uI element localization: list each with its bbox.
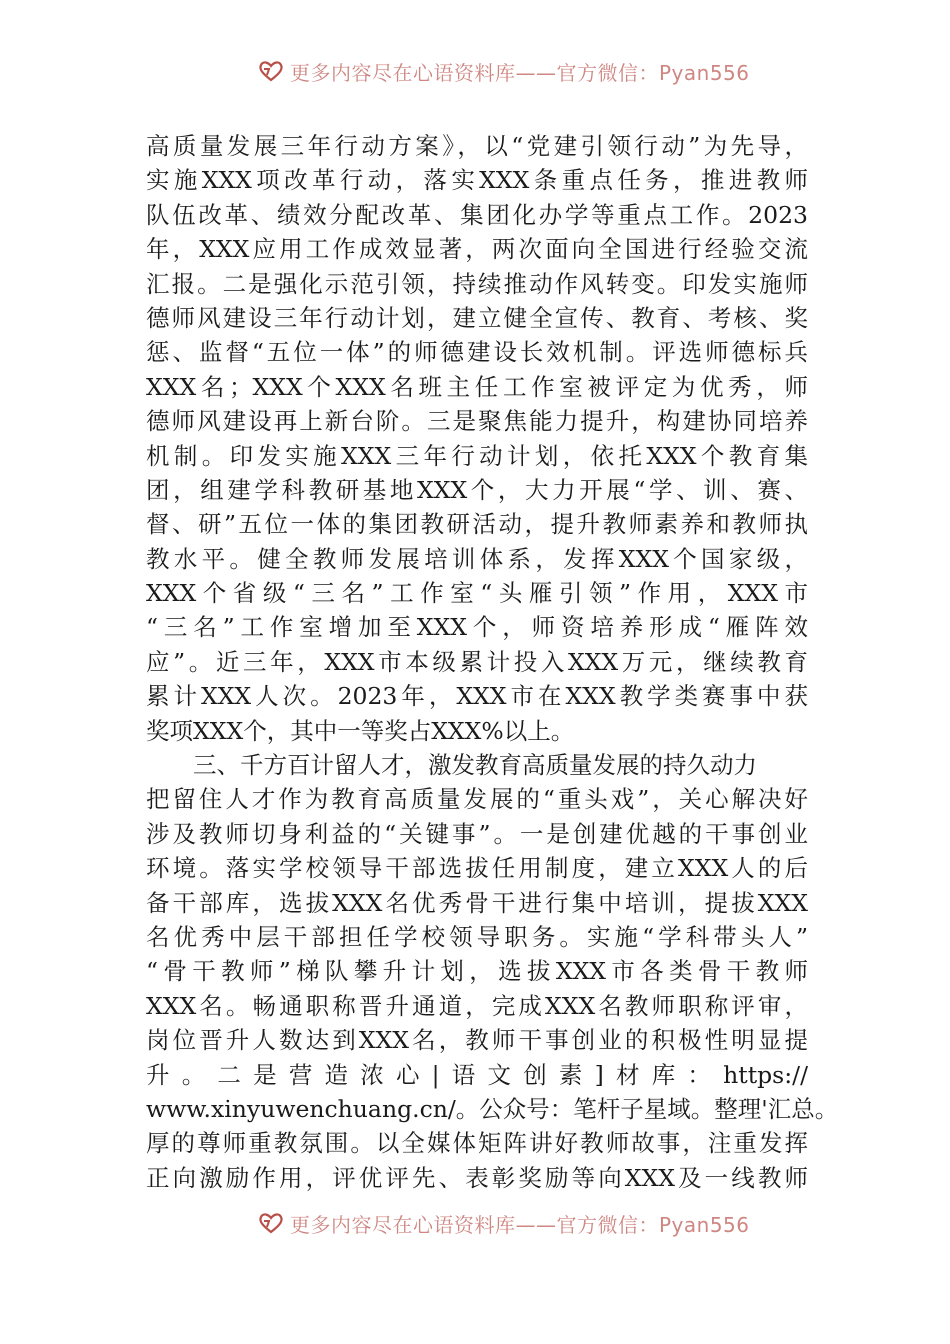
text-line: 岗位晋升人数达到XXX名，教师干事创业的积极性明显提 [146,1026,808,1055]
text-line: 惩、监督“五位一体”的师德建设长效机制。评选师德标兵 [146,338,808,367]
text-line: “骨干教师”梯队攀升计划，选拔XXX市各类骨干教师 [146,957,808,986]
text-line: 名优秀中层干部担任学校领导职务。实施“学科带头人” [146,922,808,951]
text-line: 教水平。健全教师发展培训体系，发挥XXX个国家级， [146,544,808,573]
text-line: 环境。落实学校领导干部选拔任用制度，建立XXX人的后 [146,854,808,883]
text-line: 德师风建设再上新台阶。三是聚焦能力提升，构建协同培养 [146,407,808,436]
text-line: XXX个省级“三名”工作室“头雁引领”作用，XXX市 [146,579,808,608]
text-line: 正向激励作用，评优评先、表彰奖励等向XXX及一线教师 [146,1163,808,1192]
text-line: 奖项XXX个，其中一等奖占XXX%以上。 [146,716,575,745]
watermark-footer [0,1208,950,1238]
text-line: 实施XXX项改革行动，落实XXX条重点任务，推进教师 [146,166,808,195]
text-line: 涉及教师切身利益的“关键事”。一是创建优越的干事创业 [146,819,808,848]
section-heading: 三、千方百计留人才，激发教育高质量发展的持久动力 [193,751,757,780]
text-line: 督、研”五位一体的集团教研活动，提升教师素养和教师执 [146,510,808,539]
text-line: 德师风建设三年行动计划，建立健全宣传、教育、考核、奖 [146,303,808,332]
watermark-text: 更多内容尽在心语资料库——官方微信：Pyan556 [290,1212,750,1237]
watermark-text: 更多内容尽在心语资料库——官方微信：Pyan556 [290,60,750,85]
text-line: 机制。印发实施XXX三年行动计划，依托XXX个教育集 [146,441,808,470]
text-line: 年，XXX应用工作成效显著，两次面向全国进行经验交流 [146,235,808,264]
text-line: “三名”工作室增加至XXX个，师资培养形成“雁阵效 [146,613,808,642]
text-line: 队伍改革、绩效分配改革、集团化办学等重点工作。2023 [146,200,808,229]
text-line: XXX名；XXX个XXX名班主任工作室被评定为优秀，师 [146,372,808,401]
heart-logo-icon [258,1212,284,1234]
text-line: 应”。近三年，XXX市本级累计投入XXX万元，继续教育 [146,647,808,676]
text-line: www.xinyuwenchuang.cn/。公众号：笔杆子星域。整理'汇总。 [146,1094,839,1123]
text-line: 团，组建学科教研基地XXX个，大力开展“学、训、赛、 [146,475,808,504]
document-body [146,129,839,1195]
heart-logo-icon [258,60,284,82]
text-line: 汇报。二是强化示范引领，持续推动作风转变。印发实施师 [146,269,808,298]
text-line: 累计XXX人次。2023年，XXX市在XXX教学类赛事中获 [146,682,808,711]
text-line: 厚的尊师重教氛围。以全媒体矩阵讲好教师故事，注重发挥 [146,1129,808,1158]
text-line: 高质量发展三年行动方案》，以“党建引领行动”为先导， [146,132,808,160]
text-line: 升。二是营造浓心|语文创素]材库：https:// [146,1060,808,1089]
text-line: 备干部库，选拔XXX名优秀骨干进行集中培训，提拔XXX [146,888,808,917]
watermark-header [0,56,950,86]
text-line: XXX名。畅通职称晋升通道，完成XXX名教师职称评审， [146,991,808,1020]
text-line: 把留住人才作为教育高质量发展的“重头戏”，关心解决好 [146,785,808,814]
